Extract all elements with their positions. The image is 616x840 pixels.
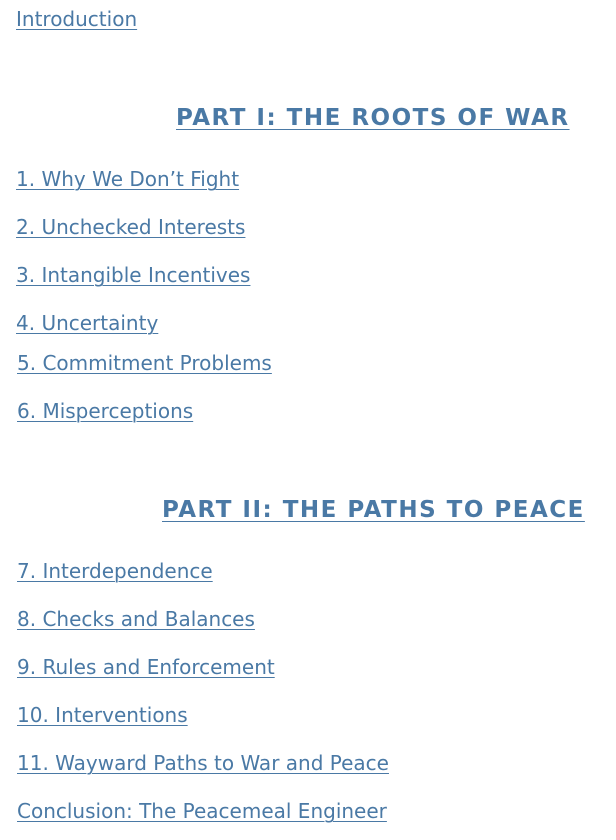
toc-link-conclusion[interactable]: Conclusion: The Peacemeal Engineer [17, 799, 387, 823]
toc-link-chapter-9[interactable]: 9. Rules and Enforcement [17, 655, 275, 679]
toc-link-chapter-11[interactable]: 11. Wayward Paths to War and Peace [17, 751, 389, 775]
toc-link-chapter-2[interactable]: 2. Unchecked Interests [16, 215, 246, 239]
toc-link-chapter-7[interactable]: 7. Interdependence [17, 559, 213, 583]
toc-link-chapter-5[interactable]: 5. Commitment Problems [17, 351, 272, 375]
toc-link-chapter-8[interactable]: 8. Checks and Balances [17, 607, 255, 631]
toc-link-chapter-6[interactable]: 6. Misperceptions [17, 399, 194, 423]
toc-link-chapter-3[interactable]: 3. Intangible Incentives [16, 263, 251, 287]
toc-link-chapter-1[interactable]: 1. Why We Don’t Fight [16, 167, 240, 191]
toc-link-chapter-4[interactable]: 4. Uncertainty [16, 311, 159, 335]
part-heading-paths-to-peace[interactable]: PART II: THE PATHS TO PEACE [162, 497, 585, 523]
toc-link-introduction[interactable]: Introduction [16, 7, 138, 31]
toc-link-chapter-10[interactable]: 10. Interventions [17, 703, 188, 727]
part-heading-roots-of-war[interactable]: PART I: THE ROOTS OF WAR [176, 105, 570, 131]
